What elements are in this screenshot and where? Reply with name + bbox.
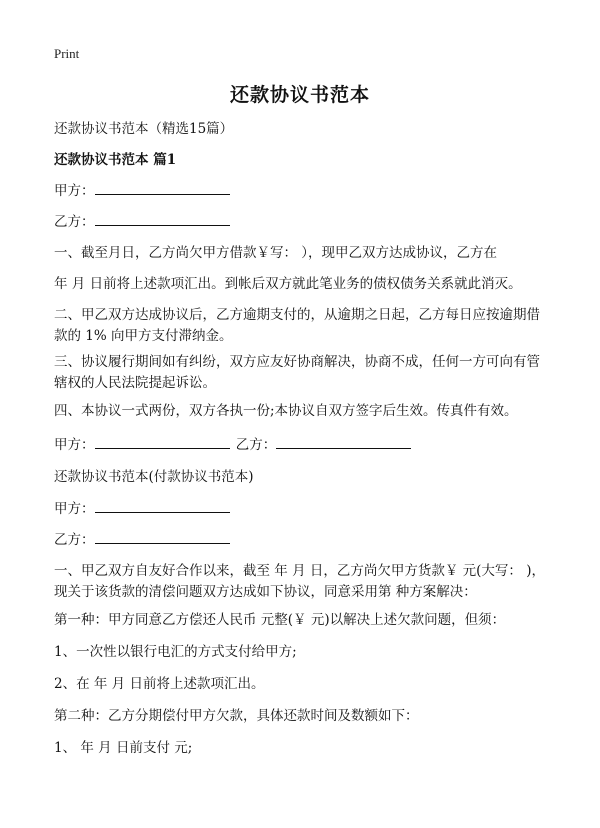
signature-line bbox=[54, 435, 411, 456]
option1: 第一种：甲方同意乙方偿还人民币 元整(￥ 元)以解决上述欠款问题，但须： bbox=[54, 612, 506, 628]
print-label[interactable]: Print bbox=[54, 46, 80, 61]
party-b-line bbox=[54, 212, 230, 233]
party-b-blank bbox=[95, 212, 230, 226]
document-subtitle: 还款协议书范本（精选15篇） bbox=[54, 121, 234, 137]
para3: 三、协议履行期间如有纠纷，双方应友好协商解决，协商不成，任何一方可向有管辖权的人民法院提起诉讼。 bbox=[54, 354, 540, 391]
para1-line1: 一、截至月日，乙方尚欠甲方借款￥写： ），现甲乙双方达成协议，乙方在 bbox=[54, 245, 498, 261]
option1-item1: 1、一次性以银行电汇的方式支付给甲方; bbox=[54, 644, 297, 660]
s2-party-b-label: 乙方： bbox=[54, 532, 95, 548]
option2-item1: 1、 年 月 日前支付 元; bbox=[54, 740, 193, 756]
sign-party-a-label: 甲方： bbox=[54, 437, 95, 453]
s2-party-b-blank bbox=[95, 530, 230, 544]
s2-para1: 一、甲乙双方自友好合作以来，截至 年 月 日，乙方尚欠甲方货款￥ 元(大写： )，现关于该货款的清偿问题双方达成如下协议，同意采用第 种方案解决： bbox=[54, 563, 545, 600]
para4: 四、本协议一式两份，双方各执一份;本协议自双方签字后生效。传真件有效。 bbox=[54, 403, 518, 419]
section2-heading: 还款协议书范本(付款协议书范本) bbox=[54, 469, 254, 485]
sign-party-b-blank bbox=[276, 435, 411, 449]
party-a-label: 甲方： bbox=[54, 183, 95, 199]
option1-item2: 2、在 年 月 日前将上述款项汇出。 bbox=[54, 676, 265, 692]
party-b-label: 乙方： bbox=[54, 214, 95, 230]
sign-party-a-blank bbox=[95, 435, 230, 449]
s2-party-a-label: 甲方： bbox=[54, 501, 95, 517]
s2-party-b-line bbox=[54, 530, 230, 551]
section1-heading: 还款协议书范本 篇1 bbox=[54, 152, 177, 168]
para1-line2: 年 月 日前将上述款项汇出。到帐后双方就此笔业务的债权债务关系就此消灭。 bbox=[54, 276, 522, 292]
party-a-line bbox=[54, 181, 230, 202]
s2-party-a-blank bbox=[95, 499, 230, 513]
option2: 第二种：乙方分期偿付甲方欠款，具体还款时间及数额如下： bbox=[54, 708, 419, 724]
para2: 二、甲乙双方达成协议后，乙方逾期支付的，从逾期之日起，乙方每日应按逾期借款的 1% 向甲方支付滞纳金。 bbox=[54, 307, 540, 344]
sign-party-b-label: 乙方： bbox=[235, 437, 277, 453]
party-a-blank bbox=[95, 181, 230, 195]
s2-party-a-line bbox=[54, 499, 230, 520]
document-title: 还款协议书范本 bbox=[229, 84, 370, 106]
